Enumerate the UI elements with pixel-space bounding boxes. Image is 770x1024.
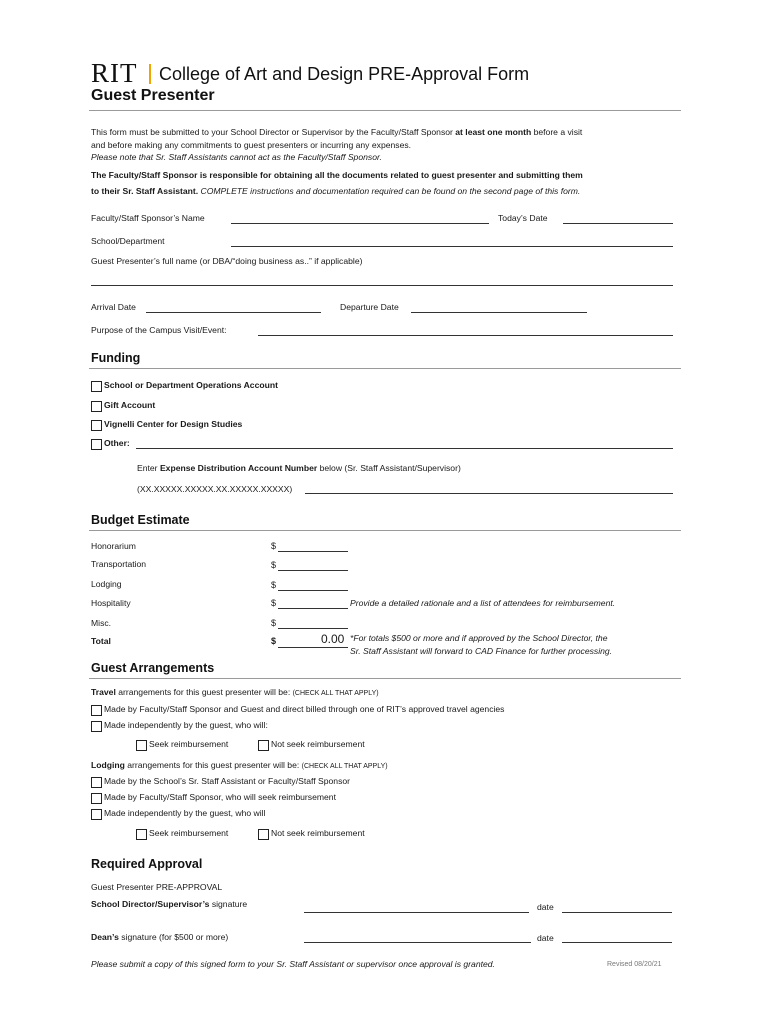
check-all-note: (CHECK ALL THAT APPLY) (301, 763, 388, 770)
intro-text: This form must be submitted to your School Director or Supervisor by the Faculty/Staff Sponsor (91, 127, 456, 137)
school-department-field[interactable] (231, 246, 673, 247)
logo-divider (149, 64, 151, 84)
travel-independent-checkbox[interactable] (91, 721, 102, 732)
budget-heading: Budget Estimate (91, 513, 190, 527)
funding-school-label: School or Department Operations Account (104, 380, 278, 390)
director-text: signature (209, 899, 248, 909)
director-signature-label (91, 899, 247, 909)
funding-other-checkbox[interactable] (91, 439, 102, 450)
arrangements-heading: Guest Arrangements (91, 661, 215, 675)
budget-misc-label: Misc. (91, 618, 112, 628)
travel-seek-reimbursement-label: Seek reimbursement (149, 739, 229, 749)
travel-independent-label: Made independently by the guest, who will: (104, 720, 268, 730)
travel-seek-reimbursement-checkbox[interactable] (136, 740, 147, 751)
travel-emphasis: Travel (91, 687, 116, 697)
responsibility-line-2 (91, 186, 580, 196)
arrival-date-field[interactable] (146, 312, 321, 313)
footer-note: Please submit a copy of this signed form to your Sr. Staff Assistant or supervisor once approval is granted. (91, 959, 495, 969)
account-number-field[interactable] (305, 493, 673, 494)
departure-date-label: Departure Date (340, 302, 399, 312)
travel-instruction (91, 687, 379, 697)
funding-heading: Funding (91, 351, 141, 365)
form-title: College of Art and Design PRE-Approval Form (159, 64, 530, 84)
budget-lodging-field[interactable] (278, 590, 348, 591)
currency-symbol: $ (271, 560, 277, 570)
header-rule (89, 110, 681, 111)
lodging-text: arrangements for this guest presenter will be: (124, 760, 302, 770)
director-date-label: date (537, 902, 554, 912)
funding-vignelli-checkbox[interactable] (91, 420, 102, 431)
instruction-text: Enter (137, 463, 160, 473)
guest-name-label: Guest Presenter’s full name (or DBA/“doing business as..” if applicable) (91, 256, 363, 266)
intro-line-3: Please note that Sr. Staff Assistants cannot act as the Faculty/Staff Sponsor. (91, 152, 382, 162)
dean-emphasis: Dean’s (91, 932, 119, 942)
lodging-sponsor-checkbox[interactable] (91, 793, 102, 804)
lodging-not-seek-reimbursement-label: Not seek reimbursement (271, 828, 365, 838)
total-note-line-2: Sr. Staff Assistant will forward to CAD Finance for further processing. (350, 646, 613, 656)
lodging-school-label: Made by the School’s Sr. Staff Assistant or Faculty/Staff Sponsor (104, 776, 351, 786)
total-note-line-1: *For totals $500 or more and if approved by the School Director, the (350, 633, 608, 643)
budget-transportation-label: Transportation (91, 559, 147, 569)
funding-vignelli-label: Vignelli Center for Design Studies (104, 419, 243, 429)
account-number-format: (XX.XXXXX.XXXXX.XX.XXXXX.XXXXX) (137, 484, 293, 494)
sponsor-name-label: Faculty/Staff Sponsor’s Name (91, 213, 205, 223)
lodging-emphasis: Lodging (91, 760, 125, 770)
lodging-not-seek-reimbursement-checkbox[interactable] (258, 829, 269, 840)
lodging-seek-reimbursement-checkbox[interactable] (136, 829, 147, 840)
travel-agency-checkbox[interactable] (91, 705, 102, 716)
budget-total-label: Total (91, 636, 111, 646)
currency-symbol: $ (271, 580, 277, 590)
travel-not-seek-reimbursement-label: Not seek reimbursement (271, 739, 365, 749)
travel-agency-label: Made by Faculty/Staff Sponsor and Guest and direct billed through one of RIT’s approved travel agencies (104, 704, 505, 714)
responsibility-text: COMPLETE instructions and documentation required can be found on the second page of this form. (198, 186, 581, 196)
instruction-emphasis: Expense Distribution Account Number (159, 463, 318, 473)
budget-total-value: 0.00 (321, 632, 345, 646)
account-number-instruction (137, 463, 461, 473)
responsibility-line-1: The Faculty/Staff Sponsor is responsible for obtaining all the documents related to guest presenter and submitting them (91, 170, 583, 180)
budget-honorarium-field[interactable] (278, 551, 348, 552)
budget-honorarium-label: Honorarium (91, 541, 136, 551)
budget-transportation-field[interactable] (278, 570, 348, 571)
departure-date-field[interactable] (411, 312, 587, 313)
check-all-note: (CHECK ALL THAT APPLY) (292, 690, 379, 697)
travel-text: arrangements for this guest presenter will be: (115, 687, 293, 697)
guest-name-field[interactable] (91, 285, 673, 286)
intro-line-2: and before making any commitments to guest presenters or incurring any expenses. (91, 140, 412, 150)
director-emphasis: School Director/Supervisor’s (91, 899, 210, 909)
budget-hospitality-label: Hospitality (91, 598, 131, 608)
dean-date-field[interactable] (562, 942, 672, 943)
funding-gift-checkbox[interactable] (91, 401, 102, 412)
dean-signature-label (91, 932, 228, 942)
revision-date: Revised 08/20/21 (607, 961, 662, 968)
budget-total-field[interactable] (278, 647, 348, 648)
dean-text: signature (for $500 or more) (118, 932, 229, 942)
arrangements-rule (89, 678, 681, 679)
currency-symbol: $ (271, 636, 277, 646)
rit-logo: RIT (91, 58, 138, 88)
currency-symbol: $ (271, 598, 277, 608)
director-signature-field[interactable] (304, 912, 529, 913)
intro-line-1 (91, 127, 582, 137)
lodging-school-checkbox[interactable] (91, 777, 102, 788)
funding-other-field[interactable] (136, 448, 673, 449)
funding-gift-label: Gift Account (104, 400, 156, 410)
currency-symbol: $ (271, 541, 277, 551)
funding-rule (89, 368, 681, 369)
intro-emphasis: at least one month (455, 127, 532, 137)
arrival-date-label: Arrival Date (91, 302, 136, 312)
intro-text: before a visit (531, 127, 583, 137)
budget-lodging-label: Lodging (91, 579, 122, 589)
approval-heading: Required Approval (91, 857, 203, 871)
form-subtitle: Guest Presenter (91, 87, 215, 104)
funding-other-label: Other: (104, 438, 130, 448)
dean-date-label: date (537, 933, 554, 943)
purpose-label: Purpose of the Campus Visit/Event: (91, 325, 227, 335)
budget-rule (89, 530, 681, 531)
school-department-label: School/Department (91, 236, 165, 246)
lodging-independent-checkbox[interactable] (91, 809, 102, 820)
todays-date-field[interactable] (563, 223, 673, 224)
funding-school-checkbox[interactable] (91, 381, 102, 392)
todays-date-label: Today’s Date (498, 213, 548, 223)
lodging-instruction (91, 760, 388, 770)
dean-signature-field[interactable] (304, 942, 531, 943)
lodging-independent-label: Made independently by the guest, who will (104, 808, 266, 818)
instruction-text: below (Sr. Staff Assistant/Supervisor) (317, 463, 461, 473)
hospitality-note: Provide a detailed rationale and a list of attendees for reimbursement. (350, 598, 616, 608)
budget-hospitality-field[interactable] (278, 608, 348, 609)
lodging-seek-reimbursement-label: Seek reimbursement (149, 828, 229, 838)
purpose-field[interactable] (258, 335, 673, 336)
lodging-sponsor-label: Made by Faculty/Staff Sponsor, who will seek reimbursement (104, 792, 336, 802)
sponsor-name-field[interactable] (231, 223, 489, 224)
director-date-field[interactable] (562, 912, 672, 913)
pre-approval-label: Guest Presenter PRE-APPROVAL (91, 882, 223, 892)
currency-symbol: $ (271, 618, 277, 628)
responsibility-emphasis: to their Sr. Staff Assistant. (91, 186, 199, 196)
travel-not-seek-reimbursement-checkbox[interactable] (258, 740, 269, 751)
budget-misc-field[interactable] (278, 628, 348, 629)
